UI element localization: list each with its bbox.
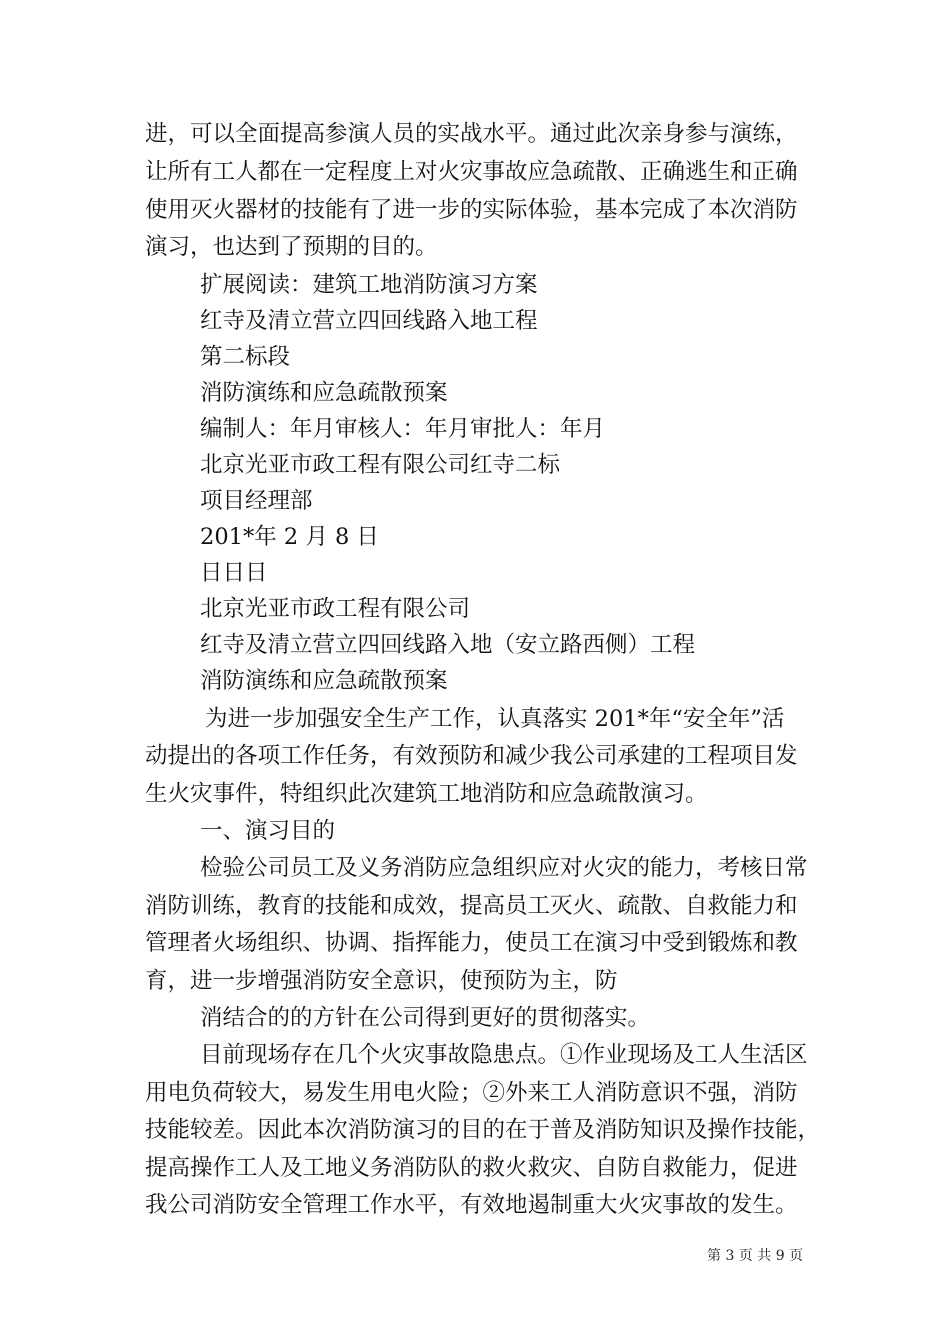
text-line: 用电负荷较大，易发生用电火险；②外来工人消防意识不强，消防 <box>145 1080 798 1106</box>
text-line: 进，可以全面提高参演人员的实战水平。通过此次亲身参与演练， <box>145 121 798 147</box>
text-line: 消防训练，教育的技能和成效，提高员工灭火、疏散、自救能力和 <box>145 893 798 919</box>
text-line: 为进一步加强安全生产工作，认真落实 201*年“安全年”活 <box>205 706 785 732</box>
text-line: 我公司消防安全管理工作水平，有效地遏制重大火灾事故的发生。 <box>145 1192 798 1218</box>
text-line: 红寺及清立营立四回线路入地（安立路西侧）工程 <box>200 632 696 658</box>
text-line: 生火灾事件，特组织此次建筑工地消防和应急疏散演习。 <box>145 781 708 807</box>
text-line: 日日日 <box>200 560 268 586</box>
page-number-footer: 第 3 页 共 9 页 <box>707 1248 804 1264</box>
text-line: 管理者火场组织、协调、指挥能力，使员工在演习中受到锻炼和教 <box>145 930 798 956</box>
text-line: 扩展阅读：建筑工地消防演习方案 <box>200 272 538 298</box>
text-line: 第二标段 <box>200 344 291 370</box>
text-line: 检验公司员工及义务消防应急组织应对火灾的能力，考核日常 <box>200 855 808 881</box>
text-line: 技能较差。因此本次消防演习的目的在于普及消防知识及操作技能， <box>145 1117 821 1143</box>
text-line: 编制人：年月审核人：年月审批人：年月 <box>200 416 606 442</box>
text-line: 红寺及清立营立四回线路入地工程 <box>200 308 538 334</box>
text-line: 北京光亚市政工程有限公司红寺二标 <box>200 452 561 478</box>
text-line: 201*年 2 月 8 日 <box>200 524 379 550</box>
section-heading: 一、演习目的 <box>200 818 336 844</box>
text-line: 消防演练和应急疏散预案 <box>200 668 448 694</box>
text-line: 使用灭火器材的技能有了进一步的实际体验，基本完成了本次消防 <box>145 197 798 223</box>
text-line: 消结合的的方针在公司得到更好的贯彻落实。 <box>200 1005 651 1031</box>
text-line: 项目经理部 <box>200 488 313 514</box>
text-line: 提高操作工人及工地义务消防队的救火救灾、自防自救能力，促进 <box>145 1155 798 1181</box>
text-line: 动提出的各项工作任务，有效预防和减少我公司承建的工程项目发 <box>145 743 798 769</box>
text-line: 消防演练和应急疏散预案 <box>200 380 448 406</box>
text-line: 育，进一步增强消防安全意识，使预防为主，防 <box>145 968 618 994</box>
text-line: 让所有工人都在一定程度上对火灾事故应急疏散、正确逃生和正确 <box>145 159 798 185</box>
text-line: 目前现场存在几个火灾事故隐患点。①作业现场及工人生活区 <box>200 1042 808 1068</box>
text-line: 北京光亚市政工程有限公司 <box>200 596 471 622</box>
text-line: 演习，也达到了预期的目的。 <box>145 234 438 260</box>
